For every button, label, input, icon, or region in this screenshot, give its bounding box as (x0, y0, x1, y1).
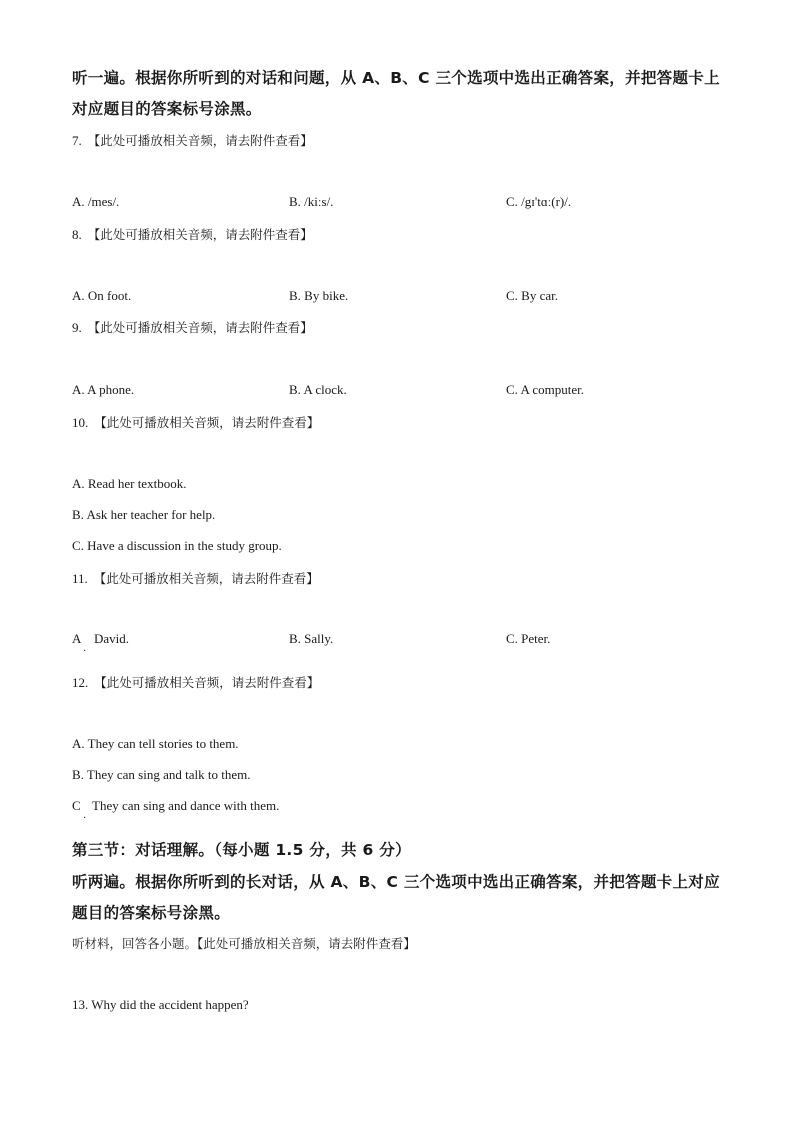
option-b: B. Ask her teacher for help. (72, 507, 216, 522)
option-c: C. /gɪ'tɑː(r)/. (506, 194, 572, 209)
section-3-title: 第三节：对话理解。（每小题 1.5 分，共 6 分） (72, 841, 411, 859)
option-b: B. /kiːs/. (289, 194, 334, 209)
instruction-line-1: 听一遍。根据你所听到的对话和问题，从 A、B、C 三个选项中选出正确答案，并把答题卡上 (72, 69, 720, 87)
question-7-prompt (72, 131, 313, 149)
audio-placeholder: 【此处可播放相关音频，请去附件查看】 (87, 227, 313, 242)
question-number: 7. (72, 133, 82, 148)
question-13: 13. Why did the accident happen? (72, 997, 249, 1012)
section-3-instruction-1: 听两遍。根据你所听到的长对话，从 A、B、C 三个选项中选出正确答案，并把答题卡上对应 (72, 873, 720, 891)
question-number: 8. (72, 227, 82, 242)
material-prefix: 听材料，回答各小题。 (72, 936, 198, 951)
option-a-text: David. (94, 631, 130, 646)
option-a: A. A phone. (72, 382, 135, 397)
option-a: A. /mes/. (72, 194, 120, 209)
question-number: 10. (72, 415, 89, 430)
audio-placeholder: 【此处可播放相关音频，请去附件查看】 (94, 675, 320, 690)
section-3-instruction-2: 题目的答案标号涂黑。 (72, 904, 231, 922)
option-a-letter: A (72, 631, 82, 646)
option-b: B. They can sing and talk to them. (72, 767, 251, 782)
option-c: C. By car. (506, 288, 558, 303)
material-prompt (72, 934, 416, 952)
option-c-letter: C (72, 798, 81, 813)
instruction-line-2: 对应题目的答案标号涂黑。 (72, 100, 262, 118)
question-number: 9. (72, 320, 82, 335)
question-number: 11. (72, 571, 88, 586)
option-b: B. A clock. (289, 382, 347, 397)
option-b: B. By bike. (289, 288, 349, 303)
audio-placeholder: 【此处可播放相关音频，请去附件查看】 (87, 320, 313, 335)
option-b: B. Sally. (289, 631, 334, 646)
question-number: 12. (72, 675, 89, 690)
question-9-prompt (72, 318, 313, 336)
option-a: A. Read her textbook. (72, 476, 187, 491)
option-a: A. On foot. (72, 288, 132, 303)
stray-dot: . (83, 643, 87, 654)
audio-placeholder: 【此处可播放相关音频，请去附件查看】 (93, 571, 319, 586)
question-11-prompt (72, 569, 319, 587)
option-c: C. A computer. (506, 382, 584, 397)
option-c: C. Have a discussion in the study group. (72, 538, 282, 553)
audio-placeholder: 【此处可播放相关音频，请去附件查看】 (87, 133, 313, 148)
question-10-prompt (72, 413, 319, 431)
option-c: C. Peter. (506, 631, 551, 646)
question-8-prompt (72, 225, 313, 243)
question-12-prompt (72, 673, 319, 691)
audio-placeholder: 【此处可播放相关音频，请去附件查看】 (94, 415, 320, 430)
option-a: A. They can tell stories to them. (72, 736, 239, 751)
option-c-text: They can sing and dance with them. (92, 798, 280, 813)
stray-dot: . (83, 810, 87, 821)
audio-placeholder: 【此处可播放相关音频，请去附件查看】 (197, 936, 416, 951)
